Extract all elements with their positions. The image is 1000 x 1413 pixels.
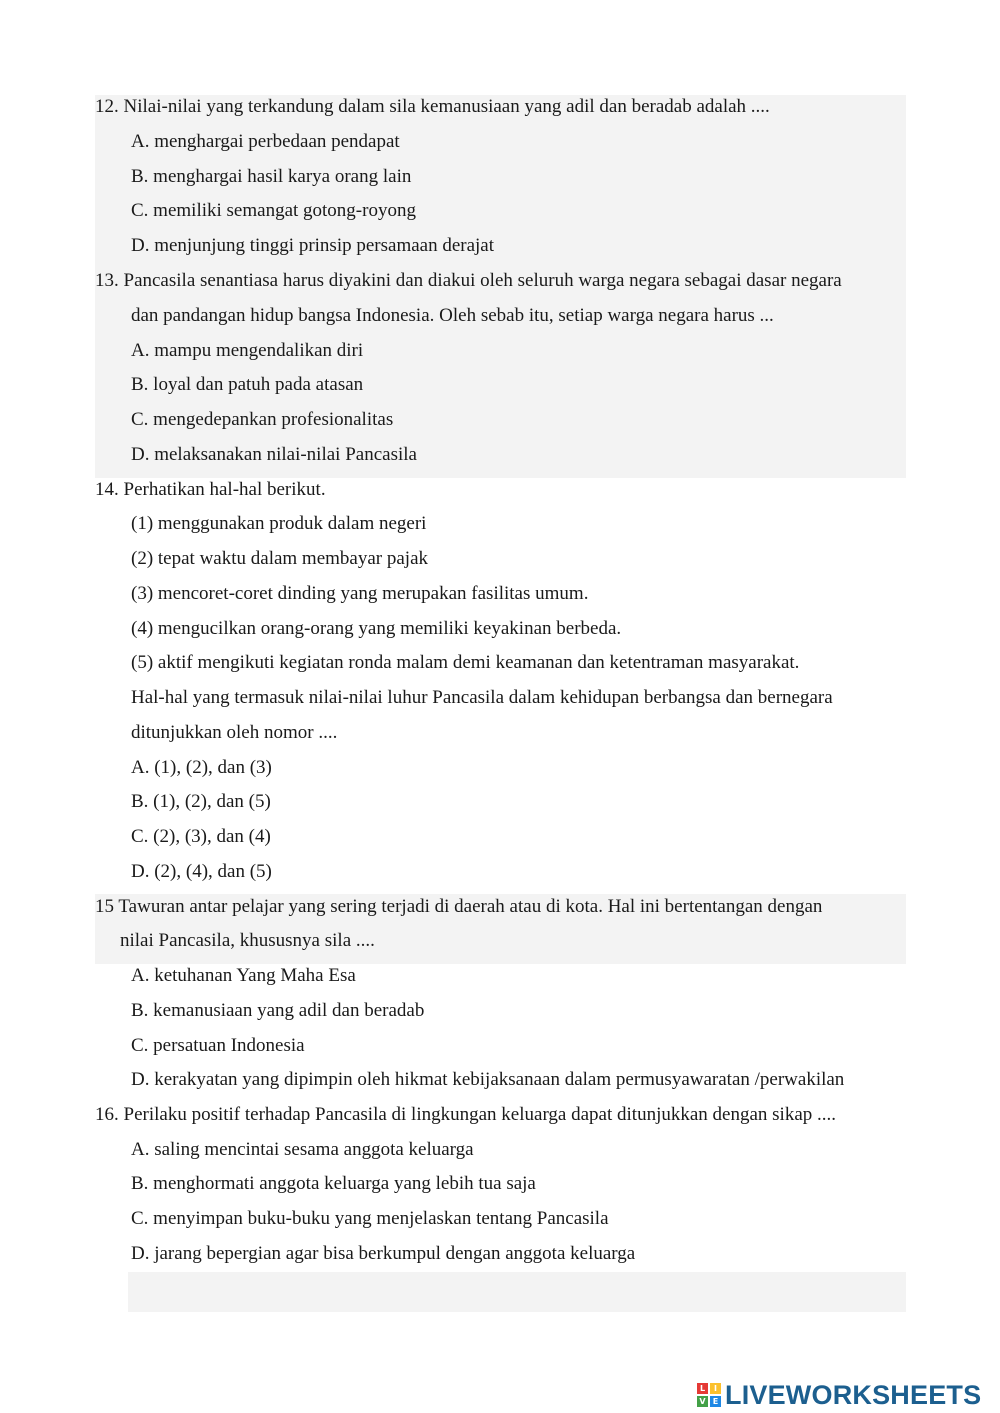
logo-tile-i: I	[710, 1383, 721, 1394]
q14-item-1: (1) menggunakan produk dalam negeri	[131, 513, 427, 534]
q13-option-c: C. mengedepankan profesionalitas	[131, 409, 394, 430]
q15-option-d: D. kerakyatan yang dipimpin oleh hikmat kebijaksanaan dalam permusyawaratan /perwakilan	[131, 1069, 845, 1090]
q15-option-b: B. kemanusiaan yang adil dan beradab	[131, 1000, 425, 1021]
q15-option-c: C. persatuan Indonesia	[131, 1035, 305, 1056]
logo-tile-l: L	[697, 1383, 708, 1394]
answer-area-q16	[128, 1272, 906, 1312]
q14-option-c: C. (2), (3), dan (4)	[131, 826, 271, 847]
logo-tiles-icon	[697, 1383, 721, 1407]
q14-stem-line2: ditunjukkan oleh nomor ....	[131, 722, 338, 743]
q13-option-d: D. melaksanakan nilai-nilai Pancasila	[131, 444, 417, 465]
question-12-text: 12. Nilai-nilai yang terkandung dalam sila kemanusiaan yang adil dan beradab adalah ....	[95, 96, 770, 117]
question-13-text-line2: dan pandangan hidup bangsa Indonesia. Oleh sebab itu, setiap warga negara harus ...	[131, 305, 774, 326]
q13-option-b: B. loyal dan patuh pada atasan	[131, 374, 364, 395]
q14-stem-line1: Hal-hal yang termasuk nilai-nilai luhur Pancasila dalam kehidupan berbangsa dan bernegara	[131, 687, 833, 708]
q14-item-5: (5) aktif mengikuti kegiatan ronda malam demi keamanan dan ketentraman masyarakat.	[131, 652, 800, 673]
q12-option-d: D. menjunjung tinggi prinsip persamaan derajat	[131, 235, 495, 256]
q16-option-c: C. menyimpan buku-buku yang menjelaskan tentang Pancasila	[131, 1208, 609, 1229]
question-15-text-line1: 15 Tawuran antar pelajar yang sering terjadi di daerah atau di kota. Hal ini bertentangan dengan	[95, 896, 823, 917]
q14-item-4: (4) mengucilkan orang-orang yang memiliki keyakinan berbeda.	[131, 618, 622, 639]
q14-option-d: D. (2), (4), dan (5)	[131, 861, 272, 882]
logo-tile-e: E	[710, 1396, 721, 1407]
question-15-text-line2: nilai Pancasila, khususnya sila ....	[120, 930, 375, 951]
q12-option-b: B. menghargai hasil karya orang lain	[131, 166, 412, 187]
q15-option-a: A. ketuhanan Yang Maha Esa	[131, 965, 356, 986]
liveworksheets-logo[interactable]	[697, 1378, 981, 1412]
q16-option-a: A. saling mencintai sesama anggota keluarga	[131, 1139, 474, 1160]
q14-option-a: A. (1), (2), dan (3)	[131, 757, 272, 778]
question-16-text: 16. Perilaku positif terhadap Pancasila di lingkungan keluarga dapat ditunjukkan dengan sikap ....	[95, 1104, 836, 1125]
q14-option-b: B. (1), (2), dan (5)	[131, 791, 271, 812]
logo-tile-v: V	[697, 1396, 708, 1407]
logo-text: LIVEWORKSHEETS	[725, 1379, 982, 1410]
q16-option-b: B. menghormati anggota keluarga yang lebih tua saja	[131, 1173, 536, 1194]
q16-option-d: D. jarang bepergian agar bisa berkumpul dengan anggota keluarga	[131, 1243, 636, 1264]
q12-option-a: A. menghargai perbedaan pendapat	[131, 131, 400, 152]
q13-option-a: A. mampu mengendalikan diri	[131, 340, 364, 361]
question-14-text: 14. Perhatikan hal-hal berikut.	[95, 479, 326, 500]
question-13-text-line1: 13. Pancasila senantiasa harus diyakini dan diakui oleh seluruh warga negara sebagai dasar negara	[95, 270, 842, 291]
q14-item-3: (3) mencoret-coret dinding yang merupakan fasilitas umum.	[131, 583, 589, 604]
q12-option-c: C. memiliki semangat gotong-royong	[131, 200, 416, 221]
q14-item-2: (2) tepat waktu dalam membayar pajak	[131, 548, 429, 569]
